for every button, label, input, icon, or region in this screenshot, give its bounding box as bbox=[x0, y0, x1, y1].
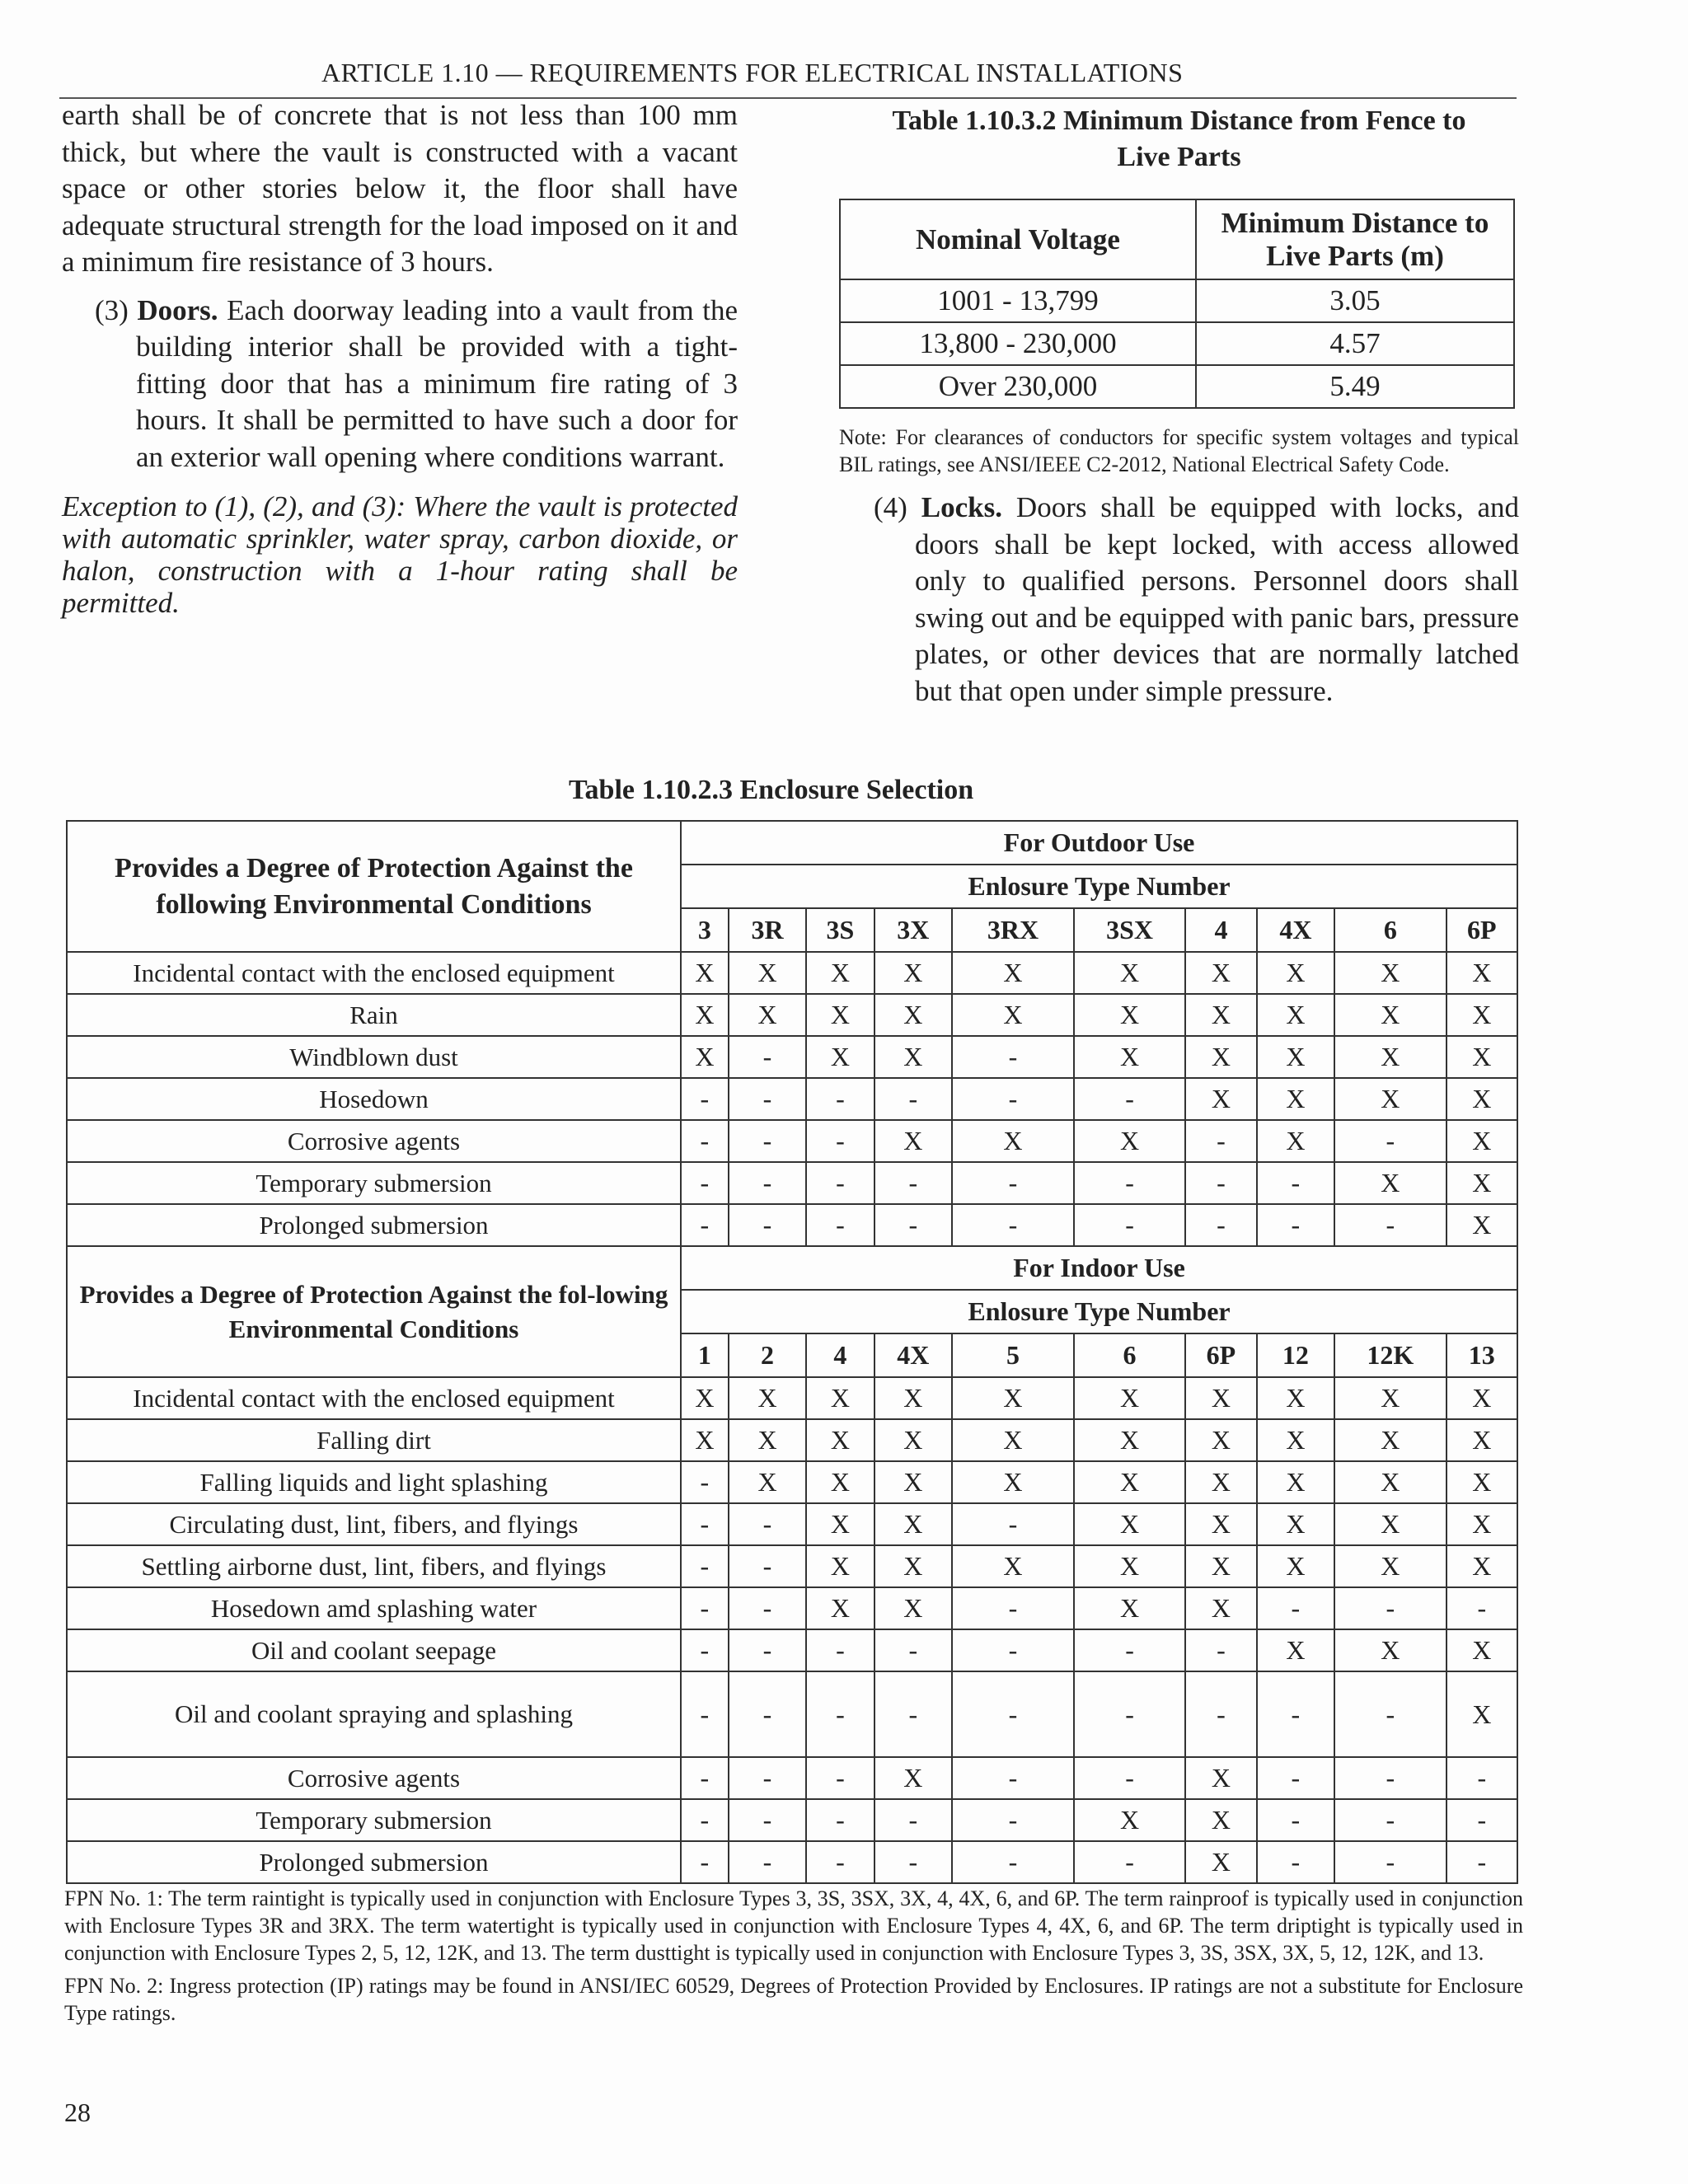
protection-mark-cell: - bbox=[952, 1078, 1074, 1120]
protection-mark-cell: X bbox=[1074, 1377, 1185, 1419]
protection-mark-cell: X bbox=[1257, 994, 1335, 1036]
exception-paragraph: Exception to (1), (2), and (3): Where the vault is protected with automatic sprinkler, water spray, carbon dioxide, or halon, construction with a 1-hour rating shall be permitted. bbox=[62, 490, 738, 619]
enclosure-type-header: 3 bbox=[681, 908, 729, 952]
protection-mark-cell: - bbox=[952, 1162, 1074, 1204]
table-row bbox=[67, 1078, 1517, 1120]
protection-mark-cell: X bbox=[1185, 1757, 1256, 1799]
protection-mark-cell: X bbox=[1447, 1419, 1517, 1461]
indoor-header-row bbox=[67, 1246, 1517, 1290]
protection-mark-cell: X bbox=[806, 1461, 874, 1503]
protection-mark-cell: X bbox=[1447, 1162, 1517, 1204]
protection-mark-cell: X bbox=[1074, 952, 1185, 994]
condition-cell: Falling liquids and light splashing bbox=[67, 1461, 681, 1503]
protection-mark-cell: - bbox=[1074, 1757, 1185, 1799]
protection-mark-cell: X bbox=[1447, 1204, 1517, 1246]
protection-mark-cell: - bbox=[729, 1204, 807, 1246]
table-row bbox=[840, 279, 1514, 322]
protection-mark-cell: - bbox=[1257, 1587, 1335, 1629]
table-row bbox=[67, 1036, 1517, 1078]
protection-mark-cell: - bbox=[729, 1757, 807, 1799]
protection-mark-cell: X bbox=[1334, 1078, 1446, 1120]
protection-mark-cell: X bbox=[874, 1036, 953, 1078]
fence-distance-table bbox=[839, 199, 1515, 409]
protection-mark-cell: - bbox=[874, 1629, 953, 1671]
protection-mark-cell: X bbox=[874, 1503, 953, 1545]
protection-mark-cell: X bbox=[806, 1419, 874, 1461]
protection-mark-cell: X bbox=[952, 1545, 1074, 1587]
protection-mark-cell: - bbox=[681, 1461, 729, 1503]
enclosure-type-header: 4 bbox=[1185, 908, 1256, 952]
protection-mark-cell: - bbox=[1074, 1204, 1185, 1246]
protection-mark-cell: - bbox=[806, 1799, 874, 1841]
protection-mark-cell: X bbox=[1185, 1841, 1256, 1883]
condition-cell: Incidental contact with the enclosed equipment bbox=[67, 952, 681, 994]
protection-mark-cell: X bbox=[1257, 1078, 1335, 1120]
protection-mark-cell: X bbox=[1185, 1587, 1256, 1629]
table-row bbox=[67, 1629, 1517, 1671]
protection-mark-cell: X bbox=[806, 1587, 874, 1629]
enclosure-type-header: 2 bbox=[729, 1333, 807, 1377]
condition-cell: Prolonged submersion bbox=[67, 1841, 681, 1883]
protection-mark-cell: X bbox=[1447, 1078, 1517, 1120]
protection-mark-cell: - bbox=[729, 1162, 807, 1204]
enclosure-type-header: 12K bbox=[1334, 1333, 1446, 1377]
protection-mark-cell: - bbox=[1185, 1671, 1256, 1757]
enclosure-type-header: 6 bbox=[1074, 1333, 1185, 1377]
protection-mark-cell: - bbox=[1257, 1162, 1335, 1204]
protection-mark-cell: - bbox=[681, 1757, 729, 1799]
enclosure-type-header: 6 bbox=[1334, 908, 1446, 952]
condition-cell: Temporary submersion bbox=[67, 1162, 681, 1204]
protection-mark-cell: - bbox=[1185, 1629, 1256, 1671]
protection-mark-cell: X bbox=[806, 952, 874, 994]
protection-mark-cell: - bbox=[729, 1503, 807, 1545]
protection-mark-cell: X bbox=[806, 1036, 874, 1078]
protection-mark-cell: - bbox=[681, 1162, 729, 1204]
protection-mark-cell: X bbox=[1074, 1799, 1185, 1841]
protection-mark-cell: X bbox=[874, 1587, 953, 1629]
protection-mark-cell: X bbox=[1447, 1629, 1517, 1671]
condition-cell: Incidental contact with the enclosed equipment bbox=[67, 1377, 681, 1419]
table-row bbox=[67, 1671, 1517, 1757]
protection-mark-cell: X bbox=[1447, 1120, 1517, 1162]
table-row bbox=[67, 1204, 1517, 1246]
protection-mark-cell: - bbox=[729, 1078, 807, 1120]
enclosure-type-header: 3RX bbox=[952, 908, 1074, 952]
protection-mark-cell: - bbox=[1334, 1671, 1446, 1757]
protection-mark-cell: - bbox=[1447, 1799, 1517, 1841]
protection-mark-cell: - bbox=[952, 1841, 1074, 1883]
table-row bbox=[67, 1120, 1517, 1162]
protection-mark-cell: - bbox=[806, 1204, 874, 1246]
table1-title-line1: Table 1.10.3.2 Minimum Distance from Fence to bbox=[892, 105, 1466, 136]
protection-mark-cell: - bbox=[1447, 1757, 1517, 1799]
protection-mark-cell: X bbox=[1447, 994, 1517, 1036]
protection-mark-cell: - bbox=[1334, 1587, 1446, 1629]
indoor-use-label: For Indoor Use bbox=[681, 1246, 1517, 1290]
locks-paragraph bbox=[839, 490, 1519, 710]
protection-mark-cell: X bbox=[1185, 1461, 1256, 1503]
enclosure-type-header: 5 bbox=[952, 1333, 1074, 1377]
protection-mark-cell: - bbox=[1185, 1120, 1256, 1162]
protection-mark-cell: - bbox=[874, 1799, 953, 1841]
table-row bbox=[67, 1799, 1517, 1841]
distance-cell: 4.57 bbox=[1196, 322, 1514, 365]
table-row bbox=[67, 1757, 1517, 1799]
enclosure-type-header: 1 bbox=[681, 1333, 729, 1377]
protection-mark-cell: - bbox=[729, 1036, 807, 1078]
doors-heading: Doors. bbox=[137, 293, 218, 326]
protection-mark-cell: X bbox=[1185, 994, 1256, 1036]
voltage-cell: 1001 - 13,799 bbox=[840, 279, 1196, 322]
protection-mark-cell: - bbox=[681, 1078, 729, 1120]
protection-mark-cell: - bbox=[1257, 1204, 1335, 1246]
protection-mark-cell: - bbox=[681, 1545, 729, 1587]
protection-mark-cell: X bbox=[874, 1757, 953, 1799]
protection-mark-cell: - bbox=[681, 1671, 729, 1757]
enclosure-type-header: 4X bbox=[874, 1333, 953, 1377]
protection-mark-cell: - bbox=[952, 1629, 1074, 1671]
protection-mark-cell: X bbox=[729, 1461, 807, 1503]
protection-mark-cell: - bbox=[1185, 1162, 1256, 1204]
protection-mark-cell: - bbox=[681, 1841, 729, 1883]
protection-mark-cell: X bbox=[952, 994, 1074, 1036]
protection-mark-cell: - bbox=[729, 1629, 807, 1671]
fpn-note-1: FPN No. 1: The term raintight is typically used in conjunction with Enclosure Types 3, 3S, 3SX, 3X, 4, 4X, 6, and 6P. The term rainproof is typically used in conjunction with Enclosure Types 3R and 3RX. The term watertight is typically used in conjunction with Enclosure Types 4, 4X, 6, and 6P. The term driptight is typically used in conjunction with Enclosure Types 2, 5, 12, 12K, and 13. The term dusttight is typically used in conjunction with Enclosure Types 3, 3S, 3SX, 3X, 5, 12, 12K, and 13. bbox=[64, 1886, 1523, 1965]
protection-mark-cell: X bbox=[1257, 1377, 1335, 1419]
protection-mark-cell: - bbox=[874, 1204, 953, 1246]
locks-number: (4) bbox=[874, 491, 907, 523]
protection-mark-cell: X bbox=[1185, 1078, 1256, 1120]
protection-mark-cell: X bbox=[874, 1377, 953, 1419]
table-row bbox=[67, 1461, 1517, 1503]
protection-mark-cell: X bbox=[681, 1377, 729, 1419]
enclosure-type-header: 4 bbox=[806, 1333, 874, 1377]
vault-floor-paragraph: earth shall be of concrete that is not less than 100 mm thick, but where the vault is constructed with a vacant space or other stories below it, the floor shall have adequate structural strength for the load imposed on it and a minimum fire resistance of 3 hours. bbox=[62, 99, 738, 278]
protection-mark-cell: X bbox=[681, 994, 729, 1036]
protection-mark-cell: - bbox=[806, 1841, 874, 1883]
protection-mark-cell: X bbox=[1074, 994, 1185, 1036]
protection-mark-cell: X bbox=[1185, 1036, 1256, 1078]
table-row bbox=[67, 1841, 1517, 1883]
table2-body bbox=[67, 821, 1517, 1883]
protection-mark-cell: X bbox=[1447, 1377, 1517, 1419]
protection-mark-cell: X bbox=[952, 1461, 1074, 1503]
protection-mark-cell: X bbox=[1185, 1419, 1256, 1461]
table1-header-distance: Minimum Distance to Live Parts (m) bbox=[1196, 199, 1514, 279]
protection-mark-cell: - bbox=[1334, 1799, 1446, 1841]
protection-mark-cell: - bbox=[1447, 1841, 1517, 1883]
protection-mark-cell: X bbox=[681, 1036, 729, 1078]
protection-mark-cell: - bbox=[874, 1671, 953, 1757]
protection-mark-cell: X bbox=[1334, 1461, 1446, 1503]
table-row bbox=[67, 1377, 1517, 1419]
protection-mark-cell: - bbox=[952, 1671, 1074, 1757]
outdoor-use-label: For Outdoor Use bbox=[681, 821, 1517, 865]
protection-mark-cell: X bbox=[1447, 1671, 1517, 1757]
protection-mark-cell: X bbox=[874, 952, 953, 994]
indoor-type-label: Enlosure Type Number bbox=[681, 1290, 1517, 1333]
enclosure-type-header: 6P bbox=[1185, 1333, 1256, 1377]
protection-mark-cell: X bbox=[1334, 1036, 1446, 1078]
protection-mark-cell: X bbox=[1074, 1503, 1185, 1545]
protection-mark-cell: X bbox=[1447, 952, 1517, 994]
protection-mark-cell: X bbox=[1074, 1120, 1185, 1162]
protection-mark-cell: - bbox=[952, 1587, 1074, 1629]
running-header: ARTICLE 1.10 — REQUIREMENTS FOR ELECTRICAL INSTALLATIONS bbox=[321, 58, 1184, 87]
outdoor-protection-header: Provides a Degree of Protection Against the following Environmental Conditions bbox=[67, 821, 681, 952]
protection-mark-cell: - bbox=[729, 1799, 807, 1841]
protection-mark-cell: X bbox=[1074, 1545, 1185, 1587]
table-row bbox=[67, 1587, 1517, 1629]
table1-header-voltage: Nominal Voltage bbox=[840, 199, 1196, 279]
protection-mark-cell: - bbox=[952, 1757, 1074, 1799]
enclosure-type-header: 6P bbox=[1447, 908, 1517, 952]
protection-mark-cell: X bbox=[1257, 1036, 1335, 1078]
protection-mark-cell: - bbox=[1334, 1757, 1446, 1799]
protection-mark-cell: X bbox=[874, 1461, 953, 1503]
page-number: 28 bbox=[64, 2097, 91, 2127]
distance-cell: 3.05 bbox=[1196, 279, 1514, 322]
protection-mark-cell: X bbox=[1185, 1545, 1256, 1587]
condition-cell: Hosedown amd splashing water bbox=[67, 1587, 681, 1629]
protection-mark-cell: X bbox=[874, 1419, 953, 1461]
protection-mark-cell: - bbox=[874, 1841, 953, 1883]
condition-cell: Corrosive agents bbox=[67, 1757, 681, 1799]
protection-mark-cell: - bbox=[874, 1078, 953, 1120]
voltage-cell: Over 230,000 bbox=[840, 365, 1196, 408]
protection-mark-cell: X bbox=[1334, 1503, 1446, 1545]
enclosure-type-header: 3X bbox=[874, 908, 953, 952]
protection-mark-cell: - bbox=[952, 1503, 1074, 1545]
protection-mark-cell: - bbox=[1257, 1841, 1335, 1883]
protection-mark-cell: X bbox=[1185, 1799, 1256, 1841]
protection-mark-cell: - bbox=[806, 1757, 874, 1799]
protection-mark-cell: - bbox=[729, 1545, 807, 1587]
enclosure-type-header: 12 bbox=[1257, 1333, 1335, 1377]
enclosure-type-header: 4X bbox=[1257, 908, 1335, 952]
table1-note: Note: For clearances of conductors for specific system voltages and typical BIL ratings, see ANSI/IEEE C2-2012, National Electrical Safety Code. bbox=[839, 425, 1519, 476]
protection-mark-cell: X bbox=[1334, 952, 1446, 994]
enclosure-type-header: 3S bbox=[806, 908, 874, 952]
condition-cell: Oil and coolant seepage bbox=[67, 1629, 681, 1671]
protection-mark-cell: X bbox=[729, 1377, 807, 1419]
protection-mark-cell: X bbox=[806, 1503, 874, 1545]
outdoor-type-label: Enlosure Type Number bbox=[681, 865, 1517, 908]
protection-mark-cell: X bbox=[1447, 1461, 1517, 1503]
enclosure-selection-table bbox=[66, 820, 1518, 1884]
protection-mark-cell: X bbox=[729, 952, 807, 994]
protection-mark-cell: - bbox=[729, 1671, 807, 1757]
protection-mark-cell: X bbox=[1334, 1545, 1446, 1587]
protection-mark-cell: X bbox=[1074, 1419, 1185, 1461]
doors-text: Each doorway leading into a vault from the building interior shall be provided with a tight-fitting door that has a minimum fire rating of 3 hours. It shall be permitted to have such a door for an exterior wall opening where conditions warrant. bbox=[136, 293, 738, 473]
protection-mark-cell: X bbox=[874, 1545, 953, 1587]
outdoor-header-row bbox=[67, 821, 1517, 865]
protection-mark-cell: - bbox=[1334, 1841, 1446, 1883]
protection-mark-cell: X bbox=[874, 1120, 953, 1162]
protection-mark-cell: - bbox=[1334, 1120, 1446, 1162]
protection-mark-cell: - bbox=[1447, 1587, 1517, 1629]
protection-mark-cell: X bbox=[806, 1545, 874, 1587]
protection-mark-cell: X bbox=[952, 952, 1074, 994]
protection-mark-cell: X bbox=[1257, 1503, 1335, 1545]
doors-number: (3) bbox=[95, 293, 129, 326]
indoor-protection-header: Provides a Degree of Protection Against the fol-lowing Environmental Conditions bbox=[67, 1246, 681, 1377]
protection-mark-cell: X bbox=[1185, 1503, 1256, 1545]
right-column bbox=[839, 103, 1519, 710]
distance-cell: 5.49 bbox=[1196, 365, 1514, 408]
protection-mark-cell: - bbox=[1257, 1671, 1335, 1757]
table1-title-line2: Live Parts bbox=[1117, 142, 1241, 172]
enclosure-type-header: 3SX bbox=[1074, 908, 1185, 952]
table-row bbox=[840, 322, 1514, 365]
protection-mark-cell: X bbox=[1334, 1377, 1446, 1419]
protection-mark-cell: - bbox=[681, 1799, 729, 1841]
table-row bbox=[67, 1419, 1517, 1461]
table-row bbox=[67, 1162, 1517, 1204]
table-row bbox=[67, 1545, 1517, 1587]
protection-mark-cell: - bbox=[874, 1162, 953, 1204]
condition-cell: Prolonged submersion bbox=[67, 1204, 681, 1246]
protection-mark-cell: - bbox=[1334, 1204, 1446, 1246]
protection-mark-cell: X bbox=[874, 994, 953, 1036]
protection-mark-cell: - bbox=[681, 1120, 729, 1162]
protection-mark-cell: - bbox=[952, 1036, 1074, 1078]
protection-mark-cell: - bbox=[729, 1841, 807, 1883]
protection-mark-cell: X bbox=[1447, 1036, 1517, 1078]
protection-mark-cell: - bbox=[1074, 1841, 1185, 1883]
condition-cell: Circulating dust, lint, fibers, and flyings bbox=[67, 1503, 681, 1545]
left-column bbox=[62, 97, 738, 619]
enclosure-type-header: 13 bbox=[1447, 1333, 1517, 1377]
voltage-cell: 13,800 - 230,000 bbox=[840, 322, 1196, 365]
condition-cell: Falling dirt bbox=[67, 1419, 681, 1461]
protection-mark-cell: - bbox=[952, 1799, 1074, 1841]
protection-mark-cell: X bbox=[729, 994, 807, 1036]
protection-mark-cell: X bbox=[1074, 1461, 1185, 1503]
protection-mark-cell: X bbox=[729, 1419, 807, 1461]
protection-mark-cell: - bbox=[729, 1120, 807, 1162]
protection-mark-cell: - bbox=[681, 1587, 729, 1629]
table1-title bbox=[839, 103, 1519, 176]
protection-mark-cell: - bbox=[1074, 1671, 1185, 1757]
protection-mark-cell: X bbox=[1257, 1545, 1335, 1587]
protection-mark-cell: - bbox=[806, 1629, 874, 1671]
protection-mark-cell: X bbox=[806, 994, 874, 1036]
protection-mark-cell: - bbox=[1074, 1162, 1185, 1204]
table-row bbox=[67, 994, 1517, 1036]
protection-mark-cell: X bbox=[1185, 1377, 1256, 1419]
protection-mark-cell: X bbox=[1257, 952, 1335, 994]
protection-mark-cell: - bbox=[806, 1671, 874, 1757]
protection-mark-cell: X bbox=[1257, 1629, 1335, 1671]
protection-mark-cell: X bbox=[1334, 1162, 1446, 1204]
table1-body bbox=[840, 279, 1514, 408]
protection-mark-cell: X bbox=[1334, 1629, 1446, 1671]
protection-mark-cell: - bbox=[1185, 1204, 1256, 1246]
protection-mark-cell: - bbox=[806, 1120, 874, 1162]
protection-mark-cell: X bbox=[952, 1419, 1074, 1461]
protection-mark-cell: - bbox=[1074, 1078, 1185, 1120]
protection-mark-cell: X bbox=[1185, 952, 1256, 994]
protection-mark-cell: - bbox=[729, 1587, 807, 1629]
protection-mark-cell: X bbox=[681, 952, 729, 994]
protection-mark-cell: X bbox=[1074, 1036, 1185, 1078]
protection-mark-cell: X bbox=[1334, 994, 1446, 1036]
protection-mark-cell: - bbox=[1257, 1757, 1335, 1799]
protection-mark-cell: - bbox=[806, 1162, 874, 1204]
condition-cell: Temporary submersion bbox=[67, 1799, 681, 1841]
protection-mark-cell: X bbox=[1334, 1419, 1446, 1461]
condition-cell: Corrosive agents bbox=[67, 1120, 681, 1162]
protection-mark-cell: - bbox=[1074, 1629, 1185, 1671]
locks-text: Doors shall be equipped with locks, and doors shall be kept locked, with access allowed only to qualified persons. Personnel doors shall swing out and be equipped with panic bars, pressure plates, or other devices that are normally latched but that open under simple pressure. bbox=[915, 491, 1520, 707]
protection-mark-cell: - bbox=[681, 1204, 729, 1246]
protection-mark-cell: X bbox=[806, 1377, 874, 1419]
condition-cell: Windblown dust bbox=[67, 1036, 681, 1078]
protection-mark-cell: X bbox=[952, 1377, 1074, 1419]
protection-mark-cell: X bbox=[952, 1120, 1074, 1162]
protection-mark-cell: X bbox=[1447, 1545, 1517, 1587]
locks-heading: Locks. bbox=[921, 491, 1002, 523]
condition-cell: Oil and coolant spraying and splashing bbox=[67, 1671, 681, 1757]
condition-cell: Rain bbox=[67, 994, 681, 1036]
enclosure-type-header: 3R bbox=[729, 908, 807, 952]
protection-mark-cell: X bbox=[1074, 1587, 1185, 1629]
condition-cell: Settling airborne dust, lint, fibers, and flyings bbox=[67, 1545, 681, 1587]
protection-mark-cell: - bbox=[681, 1503, 729, 1545]
protection-mark-cell: X bbox=[1447, 1503, 1517, 1545]
protection-mark-cell: - bbox=[806, 1078, 874, 1120]
fpn-note-2: FPN No. 2: Ingress protection (IP) ratings may be found in ANSI/IEC 60529, Degrees of Protection Provided by Enclosures. IP ratings are not a substitute for Enclosure Type ratings. bbox=[64, 1974, 1523, 2025]
table-row bbox=[67, 952, 1517, 994]
protection-mark-cell: X bbox=[681, 1419, 729, 1461]
protection-mark-cell: - bbox=[1257, 1799, 1335, 1841]
table-row bbox=[840, 365, 1514, 408]
table2-title: Table 1.10.2.3 Enclosure Selection bbox=[569, 775, 974, 805]
doors-paragraph bbox=[62, 293, 738, 476]
protection-mark-cell: - bbox=[952, 1204, 1074, 1246]
table-row bbox=[67, 1503, 1517, 1545]
protection-mark-cell: X bbox=[1257, 1461, 1335, 1503]
protection-mark-cell: X bbox=[1257, 1120, 1335, 1162]
condition-cell: Hosedown bbox=[67, 1078, 681, 1120]
protection-mark-cell: - bbox=[681, 1629, 729, 1671]
protection-mark-cell: X bbox=[1257, 1419, 1335, 1461]
